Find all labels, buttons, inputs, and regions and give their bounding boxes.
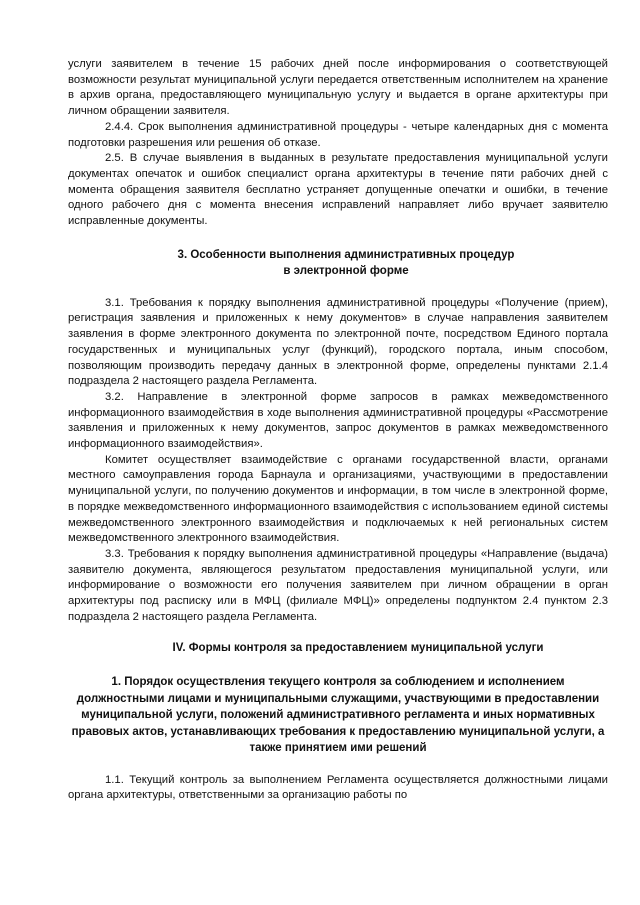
paragraph-2-5: 2.5. В случае выявления в выданных в результате предоставления муниципальной услуги документах опечаток и ошибок специалист органа архитектуры в течение пяти рабочих дней с момента обращения заявителя бесплатно устраняет допущенные опечатки и ошибки, в течение одного рабочего дня с момента внесения исправлений направляет либо вручает заявителю исправленные документы.: [68, 152, 608, 228]
section-4-1-heading: 1. Порядок осуществления текущего контроля за соблюдением и исполнением должностными лицами и муниципальными служащими, участвующими в предоставлении муниципальной услуги, положений административного регламента и иных нормативных правовых актов, устанавливающих требования к предоставлению муниципальной услуги, а также принятием ими решений: [71, 676, 605, 754]
paragraph-3-1: 3.1. Требования к порядку выполнения административной процедуры «Получение (прием), регистрация заявления и приложенных к нему документов» в случае направления заявителем заявления в форме электронного документа по электронной почте, посредством Единого портала государственных и муниципальных услуг (функций), городского портала, иным способом, позволяющим производить передачу данных в электронной форме, определены пунктами 2.1.4 подраздела 2 настоящего раздела Регламента.: [68, 296, 608, 388]
paragraph-committee: Комитет осуществляет взаимодействие с органами государственной власти, органами местного самоуправления города Барнаула и организациями, участвующими в предоставлении муниципальной услуги, по получению документов и информации, в том числе в электронной форме, в порядке межведомственного информационного взаимодействия с использованием единой системы межведомственного электронного взаимодействия и подключаемых к ней региональных систем межведомственного электронного взаимодействия.: [68, 453, 608, 545]
section-3-heading: [68, 247, 608, 280]
paragraph-result-storage: услуги заявителем в течение 15 рабочих дней после информирования о соответствующей возможности результат муниципальной услуги передается ответственным исполнителем на хранение в архив органа, предоставляющего муниципальную услугу и выдается в органе архитектуры при личном обращении заявителя.: [68, 58, 608, 118]
section-4-heading: IV. Формы контроля за предоставлением муниципальной услуги: [172, 641, 544, 654]
paragraph-2-4-4: 2.4.4. Срок выполнения административной процедуры - четыре календарных дня с момента подготовки разрешения или решения об отказе.: [68, 120, 608, 149]
paragraph-3-3: 3.3. Требования к порядку выполнения административной процедуры «Направление (выдача) заявителю документа, являющегося результатом предоставления муниципальной услуги, или информирование о возможности его получения заявителем при личном обращении в орган архитектуры под расписку или в МФЦ (филиале МФЦ)» определены подпунктом 2.4 пунктом 2.3 подраздела 2 настоящего раздела Регламента.: [68, 547, 608, 623]
paragraph-3-2: 3.2. Направление в электронной форме запросов в рамках межведомственного информационного взаимодействия в ходе выполнения административной процедуры «Рассмотрение заявления и приложенных к нему документов, запрос документов в рамках межведомственного информационного взаимодействия».: [68, 390, 608, 451]
paragraph-1-1: 1.1. Текущий контроль за выполнением Регламента осуществляется должностными лицами органа архитектуры, ответственными за организацию работы по: [68, 773, 608, 802]
section-3-heading-line-2: в электронной форме: [283, 265, 409, 278]
section-3-heading-line-1: 3. Особенности выполнения административных процедур: [177, 248, 515, 261]
